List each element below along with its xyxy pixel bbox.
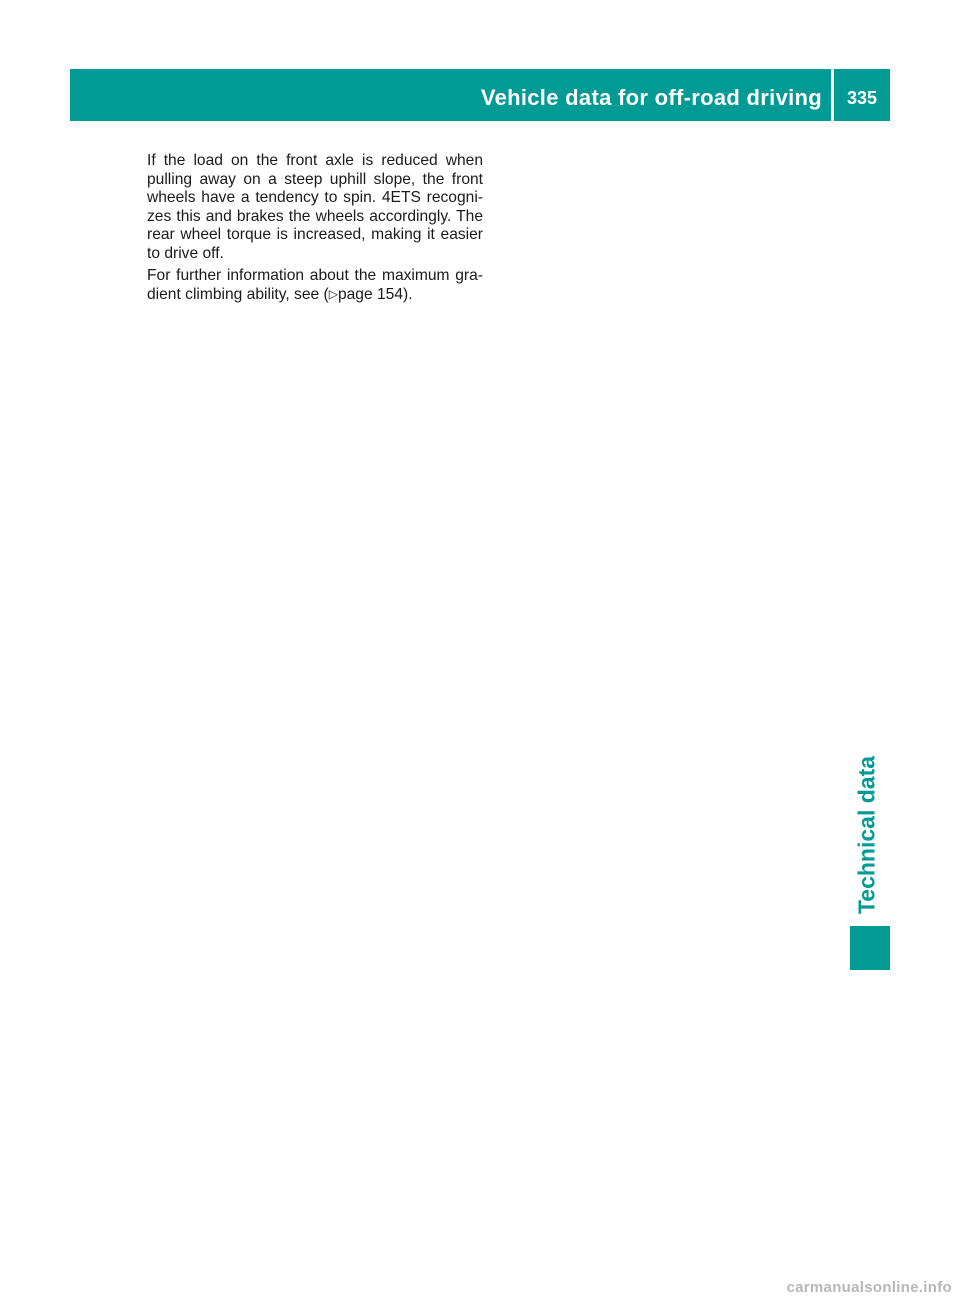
page-number: 335 <box>846 88 878 108</box>
reference-text: For further information about the maximum gra-dient climbing ability, see ( <box>147 266 483 304</box>
side-tab-label-text: Technical data <box>853 755 880 915</box>
side-tab-marker <box>850 926 890 970</box>
section-title: Vehicle data for off-road driving <box>480 85 822 110</box>
body-text <box>147 152 483 308</box>
page-reference-arrow-icon: ▷ <box>328 287 338 302</box>
header-bar <box>70 69 890 121</box>
side-tab-label <box>846 740 888 930</box>
page-reference-link[interactable]: page 154 <box>337 286 403 304</box>
paragraph: If the load on the front axle is reduced when pulling away on a steep uphill slope, the front wheels have a tendency to spin. 4ETS recogni-zes this and brakes the wheels accordingly. The rear wheel torque is increased, making it easier to drive off. <box>147 152 483 262</box>
reference-paragraph <box>147 267 483 305</box>
reference-text-end: ). <box>403 286 413 304</box>
watermark: carmanualsonline.info <box>786 1279 952 1296</box>
